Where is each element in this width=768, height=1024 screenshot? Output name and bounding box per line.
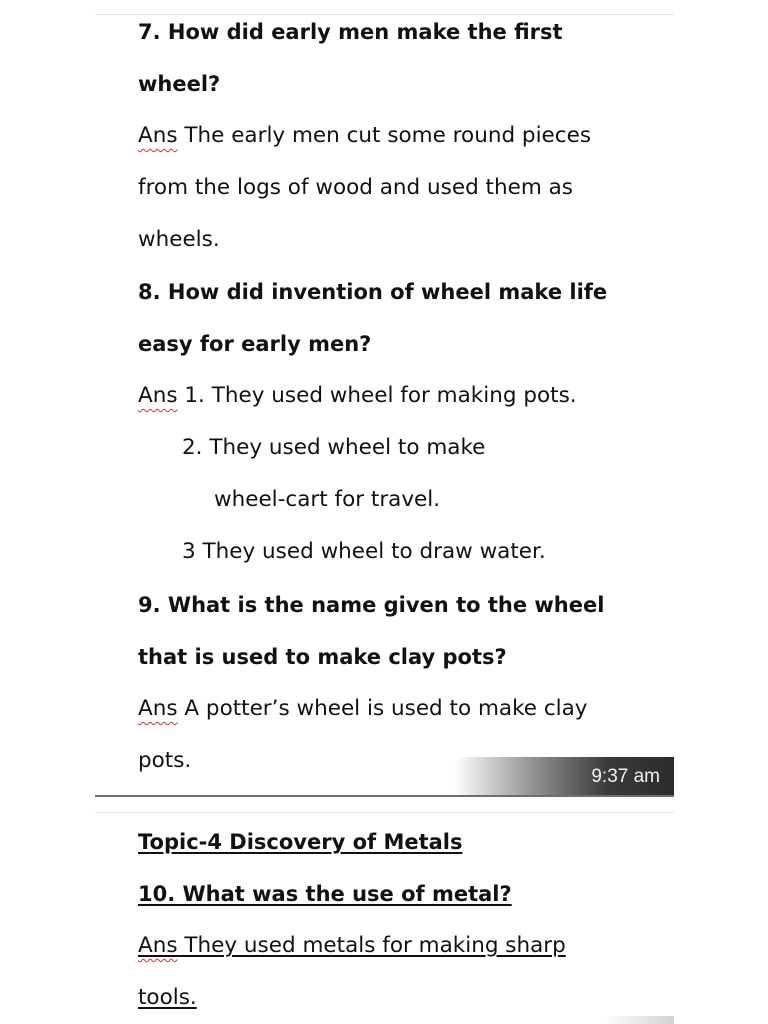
answer-7-line-3: wheels. bbox=[138, 227, 220, 252]
spellcheck-word: Ans bbox=[138, 123, 178, 148]
image-message-1[interactable] bbox=[95, 14, 674, 797]
question-9-line-2: that is used to make clay pots? bbox=[138, 645, 507, 669]
question-7-line-1: 7. How did early men make the first bbox=[138, 20, 563, 44]
answer-9-line-1 bbox=[138, 696, 588, 722]
answer-7-line-1 bbox=[138, 123, 591, 149]
answer-10-line-1 bbox=[138, 933, 566, 959]
timestamp-overlay bbox=[454, 757, 674, 795]
answer-text: The early men cut some round pieces bbox=[177, 123, 592, 148]
question-7-line-2: wheel? bbox=[138, 72, 221, 96]
bubble-shadow bbox=[604, 1016, 674, 1024]
answer-text: They used metals for making sharp bbox=[177, 933, 566, 958]
spellcheck-word: Ans bbox=[138, 933, 178, 958]
question-9-line-1: 9. What is the name given to the wheel bbox=[138, 593, 605, 617]
answer-10-line-2: tools. bbox=[138, 985, 197, 1010]
topic-heading: Topic-4 Discovery of Metals bbox=[138, 830, 463, 854]
answer-8-line-3: wheel-cart for travel. bbox=[214, 487, 441, 512]
answer-7-line-2: from the logs of wood and used them as bbox=[138, 175, 573, 200]
question-8-line-1: 8. How did invention of wheel make life bbox=[138, 280, 608, 304]
question-10: 10. What was the use of metal? bbox=[138, 882, 512, 906]
question-8-line-2: easy for early men? bbox=[138, 332, 372, 356]
answer-8-line-4: 3 They used wheel to draw water. bbox=[182, 539, 546, 564]
answer-text: A potter’s wheel is used to make clay bbox=[177, 696, 588, 721]
spellcheck-word: Ans bbox=[138, 696, 178, 721]
spellcheck-word: Ans bbox=[138, 383, 178, 408]
answer-text: 1. They used wheel for making pots. bbox=[177, 383, 577, 408]
message-timestamp: 9:37 am bbox=[591, 766, 660, 787]
answer-8-line-1 bbox=[138, 383, 577, 409]
image-message-2[interactable] bbox=[95, 812, 674, 1024]
answer-9-line-2: pots. bbox=[138, 748, 192, 773]
answer-8-line-2: 2. They used wheel to make bbox=[182, 435, 486, 460]
